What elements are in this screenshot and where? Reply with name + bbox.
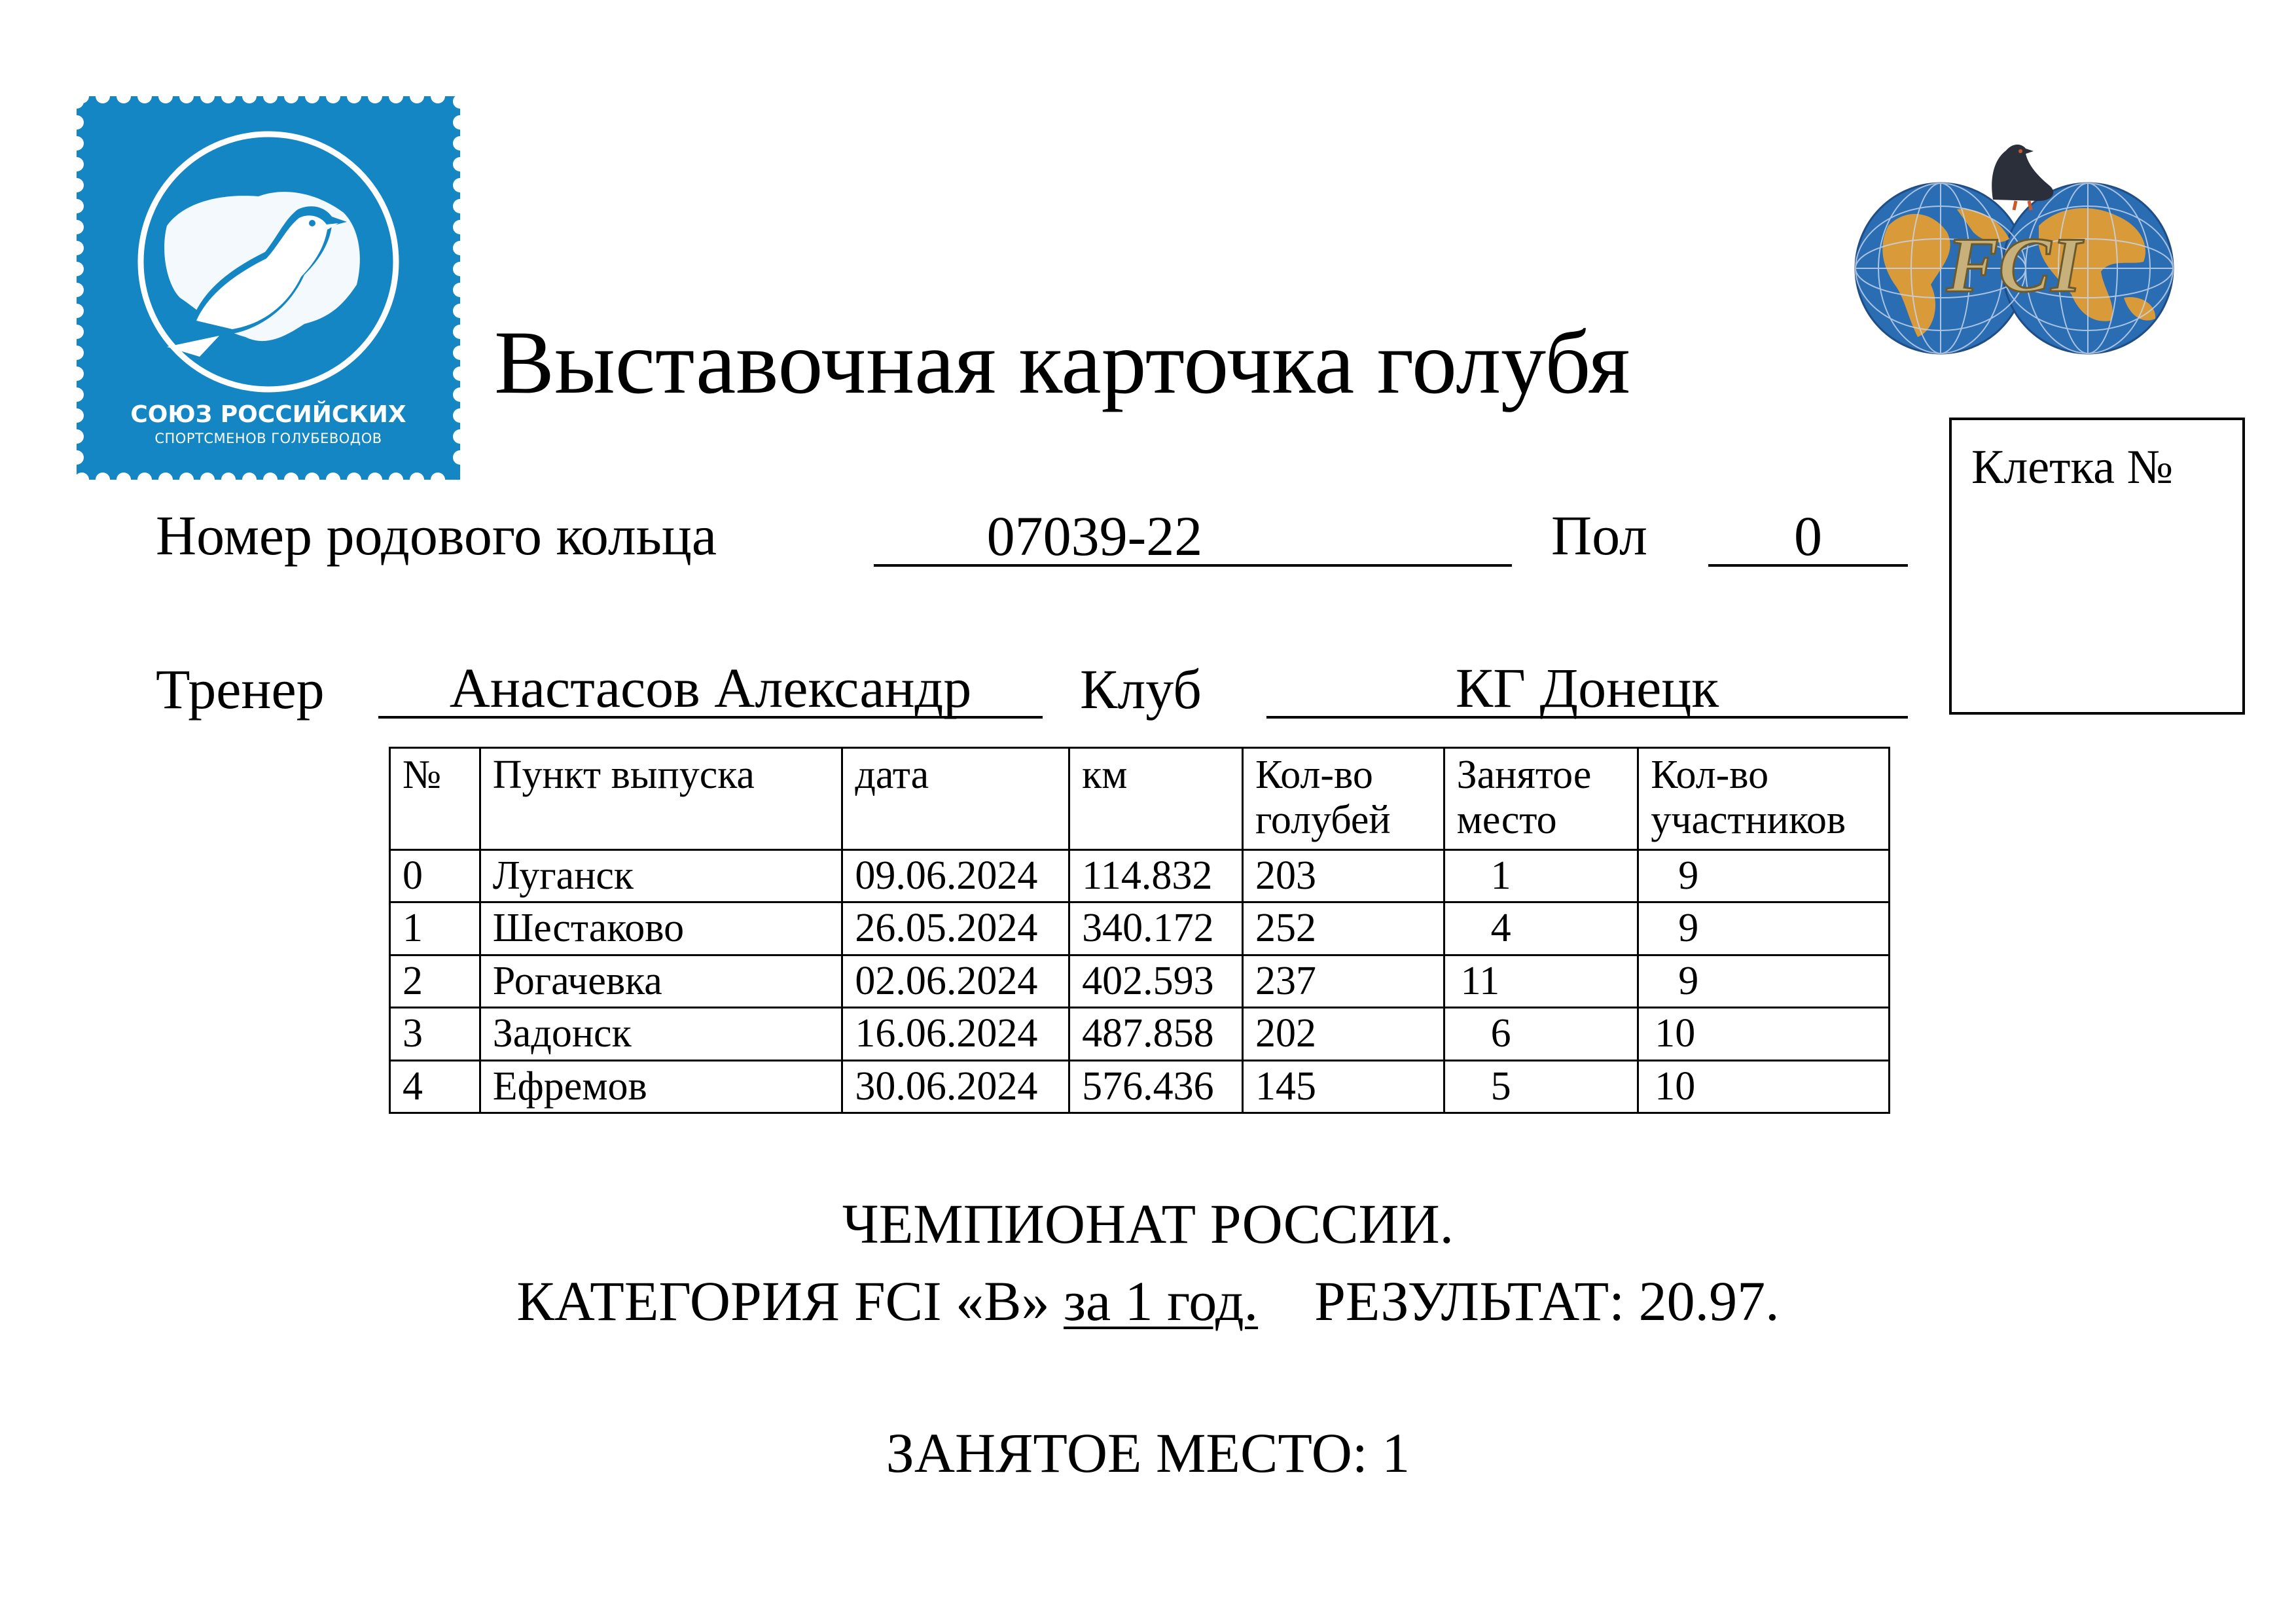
- col-header-release-point: Пункт выпуска: [480, 748, 842, 850]
- union-logo-line2: СПОРТСМЕНОВ ГОЛУБЕВОДОВ: [154, 431, 382, 446]
- cell-date: 16.06.2024: [842, 1008, 1069, 1060]
- place-value: 1: [1382, 1421, 1410, 1484]
- ring-value: [874, 505, 1512, 567]
- ring-value-text: 07039-22: [986, 505, 1203, 567]
- championship-title: ЧЕМПИОНАТ РОССИИ.: [842, 1192, 1454, 1255]
- cell-pigeons-count: 145: [1243, 1060, 1444, 1113]
- table-row: [390, 1060, 1890, 1113]
- cell-date: 02.06.2024: [842, 955, 1069, 1007]
- cell-km: 576.436: [1069, 1060, 1243, 1113]
- cell-participants: 9: [1638, 849, 1890, 902]
- col-header-place: Занятое место: [1444, 748, 1638, 850]
- result-value: 20.97.: [1638, 1270, 1780, 1332]
- table-row: [390, 1008, 1890, 1060]
- cell-date: 30.06.2024: [842, 1060, 1069, 1113]
- trainer-label: Тренер: [156, 658, 325, 721]
- ring-label: Номер родового кольца: [156, 504, 717, 567]
- cell-release-point: Задонск: [480, 1008, 842, 1060]
- col-header-km: км: [1069, 748, 1243, 850]
- cell-release-point: Ефремов: [480, 1060, 842, 1113]
- cell-participants: 9: [1638, 902, 1890, 955]
- cell-km: 402.593: [1069, 955, 1243, 1007]
- cell-participants: 10: [1638, 1008, 1890, 1060]
- cell-place: 5: [1444, 1060, 1638, 1113]
- sex-value: 0: [1708, 505, 1908, 567]
- cell-date: 09.06.2024: [842, 849, 1069, 902]
- page-title: Выставочная карточка голубя: [494, 312, 1630, 412]
- fci-logo-text: FCI: [1946, 221, 2082, 308]
- sex-label: Пол: [1551, 504, 1647, 567]
- cell-number: 3: [390, 1008, 480, 1060]
- col-header-number: №: [390, 748, 480, 850]
- result-label: РЕЗУЛЬТАТ:: [1314, 1270, 1625, 1332]
- place-line: [0, 1420, 2296, 1486]
- cell-date: 26.05.2024: [842, 902, 1069, 955]
- table-row: [390, 902, 1890, 955]
- table-row: [390, 955, 1890, 1007]
- cell-number: 1: [390, 902, 480, 955]
- col-header-date: дата: [842, 748, 1069, 850]
- cell-pigeons-count: 202: [1243, 1008, 1444, 1060]
- club-label: Клуб: [1080, 658, 1202, 721]
- cell-place: 1: [1444, 849, 1638, 902]
- results-table: [389, 747, 1890, 1114]
- category-line: [0, 1268, 2296, 1334]
- cell-pigeons-count: 203: [1243, 849, 1444, 902]
- table-header-row: [390, 748, 1890, 850]
- cell-participants: 9: [1638, 955, 1890, 1007]
- union-logo-line1: СОЮЗ РОССИЙСКИХ: [130, 401, 406, 428]
- table-row: [390, 849, 1890, 902]
- trainer-value: Анастасов Александр: [378, 657, 1043, 719]
- cell-km: 340.172: [1069, 902, 1243, 955]
- cell-place: 4: [1444, 902, 1638, 955]
- cage-label: Клетка №: [1971, 440, 2174, 494]
- cell-participants: 10: [1638, 1060, 1890, 1113]
- cell-release-point: Луганск: [480, 849, 842, 902]
- col-header-participants: Кол-во участников: [1638, 748, 1890, 850]
- cell-km: 487.858: [1069, 1008, 1243, 1060]
- cell-number: 2: [390, 955, 480, 1007]
- cell-release-point: Рогачевка: [480, 955, 842, 1007]
- period-text: за 1 год.: [1064, 1270, 1259, 1332]
- cell-pigeons-count: 237: [1243, 955, 1444, 1007]
- col-header-pigeons-count: Кол-во голубей: [1243, 748, 1444, 850]
- cell-km: 114.832: [1069, 849, 1243, 902]
- place-label: ЗАНЯТОЕ МЕСТО:: [886, 1421, 1368, 1484]
- club-value: КГ Донецк: [1266, 657, 1908, 719]
- union-logo: [69, 88, 468, 488]
- cell-place: 11: [1444, 955, 1638, 1007]
- cell-pigeons-count: 252: [1243, 902, 1444, 955]
- cell-release-point: Шестаково: [480, 902, 842, 955]
- category-text: КАТЕГОРИЯ FCI «B»: [516, 1270, 1050, 1332]
- cell-place: 6: [1444, 1008, 1638, 1060]
- cell-number: 0: [390, 849, 480, 902]
- cell-number: 4: [390, 1060, 480, 1113]
- fci-logo: [1842, 128, 2186, 357]
- cage-box: [1949, 418, 2245, 715]
